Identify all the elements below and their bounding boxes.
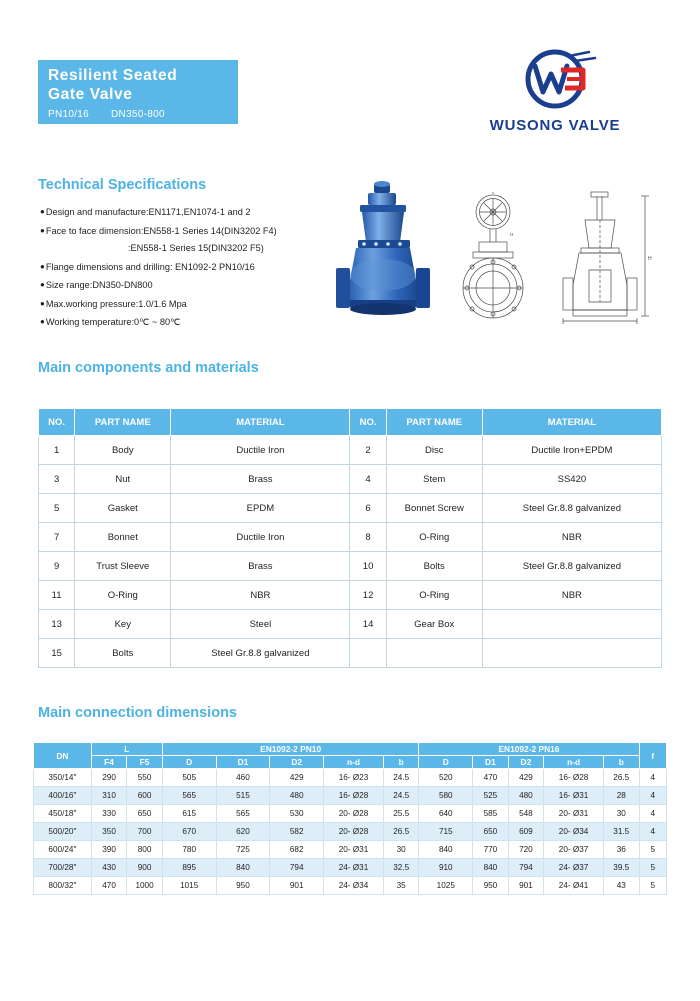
table-header-row-sub (34, 756, 667, 769)
cell-part: Gasket (75, 494, 171, 523)
cell-b-pn16: 28 (604, 787, 640, 805)
cell-d-pn16: 580 (419, 787, 473, 805)
col-header-b-pn10: b (383, 756, 419, 769)
spec-item (40, 276, 340, 295)
section-heading-dimensions: Main connection dimensions (38, 705, 237, 721)
cell-part: Body (75, 436, 171, 465)
cell-f4: 390 (91, 841, 127, 859)
cell-d-pn16: 715 (419, 823, 473, 841)
cell-b-pn16: 43 (604, 877, 640, 895)
cell-material-2: Steel Gr.8.8 galvanized (482, 494, 661, 523)
cell-d1-pn16: 650 (473, 823, 509, 841)
components-table (38, 408, 662, 668)
spec-item (40, 295, 340, 314)
cell-b-pn10: 35 (383, 877, 419, 895)
cell-material-2 (482, 639, 661, 668)
cell-d2-pn16: 720 (508, 841, 544, 859)
cell-nd-pn16: 24- Ø41 (544, 877, 604, 895)
cell-d1-pn16: 950 (473, 877, 509, 895)
cell-b-pn10: 24.5 (383, 787, 419, 805)
cell-f5: 1000 (127, 877, 163, 895)
table-row (34, 805, 667, 823)
table-row (34, 769, 667, 787)
cell-f5: 900 (127, 859, 163, 877)
spec-item (40, 313, 340, 332)
cell-d1-pn10: 620 (216, 823, 270, 841)
cell-dn: 800/32" (34, 877, 92, 895)
col-header-d2-pn10: D2 (270, 756, 324, 769)
cell-b-pn10: 32.5 (383, 859, 419, 877)
product-title-line2: Gate Valve (48, 86, 133, 103)
cell-f: 5 (639, 841, 667, 859)
cell-d2-pn16: 901 (508, 877, 544, 895)
table-row (39, 552, 662, 581)
bullet-icon: ● (40, 261, 45, 271)
cell-f5: 550 (127, 769, 163, 787)
spec-item (40, 222, 340, 241)
cell-part-2: O-Ring (386, 523, 482, 552)
cell-dn: 350/14" (34, 769, 92, 787)
col-header-pn10: EN1092-2 PN10 (162, 743, 419, 756)
section-heading-components: Main components and materials (38, 360, 259, 376)
cell-d-pn10: 670 (162, 823, 216, 841)
table-header-row-group (34, 743, 667, 756)
table-row (39, 639, 662, 668)
bullet-icon: ● (40, 207, 45, 216)
cell-nd-pn10: 20- Ø31 (324, 841, 384, 859)
cell-d1-pn10: 460 (216, 769, 270, 787)
company-logo (455, 48, 655, 134)
cell-f: 4 (639, 787, 667, 805)
cell-nd-pn10: 16- Ø23 (324, 769, 384, 787)
cell-d1-pn10: 725 (216, 841, 270, 859)
cell-dn: 700/28" (34, 859, 92, 877)
cell-d1-pn10: 950 (216, 877, 270, 895)
cell-f: 4 (639, 805, 667, 823)
cell-d-pn10: 895 (162, 859, 216, 877)
cell-dn: 400/16" (34, 787, 92, 805)
cell-dn: 500/20" (34, 823, 92, 841)
cell-part-2: Bonnet Screw (386, 494, 482, 523)
table-row (34, 877, 667, 895)
cell-d2-pn10: 530 (270, 805, 324, 823)
cell-no: 3 (39, 465, 75, 494)
cell-f: 5 (639, 877, 667, 895)
cell-material-2: Steel Gr.8.8 galvanized (482, 552, 661, 581)
col-header-d2-pn16: D2 (508, 756, 544, 769)
cell-material-2: SS420 (482, 465, 661, 494)
cell-part-2 (386, 639, 482, 668)
cell-d1-pn16: 470 (473, 769, 509, 787)
cell-dn: 600/24" (34, 841, 92, 859)
technical-drawing-front-view (443, 190, 543, 325)
cell-d2-pn16: 429 (508, 769, 544, 787)
cell-d2-pn10: 480 (270, 787, 324, 805)
spec-item (40, 240, 340, 258)
brand-name: WUSONG VALVE (489, 117, 621, 134)
cell-no-2: 10 (350, 552, 386, 581)
cell-material: Brass (171, 465, 350, 494)
cell-part: O-Ring (75, 581, 171, 610)
cell-f4: 430 (91, 859, 127, 877)
cell-material-2: NBR (482, 523, 661, 552)
cell-no-2 (350, 639, 386, 668)
cell-nd-pn16: 20- Ø31 (544, 805, 604, 823)
cell-nd-pn10: 20- Ø28 (324, 805, 384, 823)
cell-d-pn10: 505 (162, 769, 216, 787)
cell-f5: 600 (127, 787, 163, 805)
cell-b-pn16: 30 (604, 805, 640, 823)
col-header-f5: F5 (127, 756, 163, 769)
cell-d2-pn16: 609 (508, 823, 544, 841)
col-header-f: f (639, 743, 667, 769)
cell-material: NBR (171, 581, 350, 610)
spec-text: Design and manufacture:EN1171,EN1074-1 and 2 (45, 207, 251, 217)
product-title-block (38, 60, 238, 124)
size-range: DN350-800 (111, 109, 165, 120)
cell-d2-pn16: 548 (508, 805, 544, 823)
cell-part: Bolts (75, 639, 171, 668)
col-header-material-2: MATERIAL (482, 409, 661, 436)
cell-f5: 700 (127, 823, 163, 841)
cell-f: 5 (639, 859, 667, 877)
cell-d-pn10: 615 (162, 805, 216, 823)
cell-nd-pn10: 16- Ø28 (324, 787, 384, 805)
cell-f5: 800 (127, 841, 163, 859)
cell-d-pn16: 520 (419, 769, 473, 787)
table-row (39, 581, 662, 610)
table-row (39, 494, 662, 523)
table-row (39, 610, 662, 639)
cell-material-2: NBR (482, 581, 661, 610)
svg-text:H: H (510, 232, 514, 237)
cell-d-pn10: 780 (162, 841, 216, 859)
cell-d1-pn16: 525 (473, 787, 509, 805)
cell-material: Ductile Iron (171, 436, 350, 465)
cell-part-2: Bolts (386, 552, 482, 581)
cell-d2-pn10: 582 (270, 823, 324, 841)
table-row (39, 523, 662, 552)
cell-f4: 290 (91, 769, 127, 787)
cell-nd-pn10: 24- Ø34 (324, 877, 384, 895)
cell-d2-pn16: 794 (508, 859, 544, 877)
cell-nd-pn10: 20- Ø28 (324, 823, 384, 841)
cell-nd-pn16: 20- Ø37 (544, 841, 604, 859)
cell-nd-pn16: 16- Ø31 (544, 787, 604, 805)
cell-d2-pn10: 429 (270, 769, 324, 787)
cell-part: Key (75, 610, 171, 639)
cell-b-pn10: 25.5 (383, 805, 419, 823)
cell-f4: 330 (91, 805, 127, 823)
cell-b-pn10: 26.5 (383, 823, 419, 841)
cell-no: 15 (39, 639, 75, 668)
table-row (39, 465, 662, 494)
bullet-icon: ● (40, 225, 45, 235)
cell-no-2: 8 (350, 523, 386, 552)
technical-spec-list (40, 203, 340, 332)
cell-nd-pn10: 24- Ø31 (324, 859, 384, 877)
col-header-l: L (91, 743, 162, 756)
col-header-d-pn16: D (419, 756, 473, 769)
cell-b-pn16: 31.5 (604, 823, 640, 841)
cell-no: 13 (39, 610, 75, 639)
cell-no-2: 14 (350, 610, 386, 639)
cell-part: Bonnet (75, 523, 171, 552)
bullet-icon: ● (40, 298, 45, 308)
technical-drawing-section-view (545, 190, 655, 325)
col-header-d-pn10: D (162, 756, 216, 769)
cell-d2-pn16: 480 (508, 787, 544, 805)
spec-text: Face to face dimension:EN558-1 Series 14(DIN3202 F4) (45, 225, 277, 236)
cell-nd-pn16: 24- Ø37 (544, 859, 604, 877)
cell-part: Trust Sleeve (75, 552, 171, 581)
cell-d-pn16: 640 (419, 805, 473, 823)
cell-material: Ductile Iron (171, 523, 350, 552)
cell-dn: 450/18" (34, 805, 92, 823)
col-header-pn16: EN1092-2 PN16 (419, 743, 639, 756)
cell-material: EPDM (171, 494, 350, 523)
table-header-row (39, 409, 662, 436)
cell-part-2: Gear Box (386, 610, 482, 639)
cell-no: 1 (39, 436, 75, 465)
col-header-d1-pn16: D1 (473, 756, 509, 769)
cell-no: 7 (39, 523, 75, 552)
logo-mark-icon (507, 48, 603, 110)
spec-text: Size range:DN350-DN800 (45, 280, 153, 290)
col-header-no-2: NO. (350, 409, 386, 436)
cell-part-2: Stem (386, 465, 482, 494)
cell-no-2: 4 (350, 465, 386, 494)
pressure-rating: PN10/16 (48, 109, 90, 120)
table-row (34, 823, 667, 841)
cell-d-pn10: 565 (162, 787, 216, 805)
cell-material-2: Ductile Iron+EPDM (482, 436, 661, 465)
cell-material: Brass (171, 552, 350, 581)
product-subtitle (48, 109, 228, 120)
cell-d1-pn16: 585 (473, 805, 509, 823)
cell-f4: 350 (91, 823, 127, 841)
col-header-dn: DN (34, 743, 92, 769)
table-row (34, 859, 667, 877)
table-row (39, 436, 662, 465)
col-header-nd-pn10: n-d (324, 756, 384, 769)
spec-item (40, 258, 340, 277)
cell-no: 11 (39, 581, 75, 610)
cell-b-pn16: 36 (604, 841, 640, 859)
cell-b-pn10: 24.5 (383, 769, 419, 787)
spec-item (40, 203, 340, 222)
col-header-f4: F4 (91, 756, 127, 769)
cell-material-2 (482, 610, 661, 639)
col-header-d1-pn10: D1 (216, 756, 270, 769)
cell-part: Nut (75, 465, 171, 494)
cell-material: Steel (171, 610, 350, 639)
cell-d2-pn10: 794 (270, 859, 324, 877)
product-title-line1: Resilient Seated (48, 67, 178, 84)
cell-f: 4 (639, 769, 667, 787)
cell-d-pn16: 910 (419, 859, 473, 877)
col-header-part-name: PART NAME (75, 409, 171, 436)
cell-d-pn16: 1025 (419, 877, 473, 895)
svg-text:H: H (648, 256, 652, 262)
cell-material: Steel Gr.8.8 galvanized (171, 639, 350, 668)
cell-b-pn16: 26.5 (604, 769, 640, 787)
connection-dimensions-table (33, 742, 667, 895)
col-header-no: NO. (39, 409, 75, 436)
bullet-icon: ● (40, 280, 45, 289)
section-heading-technical: Technical Specifications (38, 177, 207, 193)
cell-part-2: Disc (386, 436, 482, 465)
spec-text: Flange dimensions and drilling: EN1092-2 PN10/16 (45, 261, 255, 272)
cell-d1-pn16: 840 (473, 859, 509, 877)
cell-f4: 470 (91, 877, 127, 895)
col-header-part-name-2: PART NAME (386, 409, 482, 436)
col-header-nd-pn16: n-d (544, 756, 604, 769)
col-header-b-pn16: b (604, 756, 640, 769)
cell-f4: 310 (91, 787, 127, 805)
table-row (34, 787, 667, 805)
cell-d1-pn10: 840 (216, 859, 270, 877)
col-header-material: MATERIAL (171, 409, 350, 436)
cell-d1-pn16: 770 (473, 841, 509, 859)
cell-f: 4 (639, 823, 667, 841)
cell-no: 5 (39, 494, 75, 523)
table-row (34, 841, 667, 859)
bullet-icon: ● (40, 317, 45, 326)
cell-d1-pn10: 515 (216, 787, 270, 805)
cell-b-pn10: 30 (383, 841, 419, 859)
cell-d2-pn10: 901 (270, 877, 324, 895)
cell-no-2: 2 (350, 436, 386, 465)
cell-f5: 650 (127, 805, 163, 823)
cell-nd-pn16: 20- Ø34 (544, 823, 604, 841)
cell-nd-pn16: 16- Ø28 (544, 769, 604, 787)
spec-text: Working temperature:0℃ ~ 80℃ (45, 317, 181, 327)
cell-d1-pn10: 565 (216, 805, 270, 823)
cell-d-pn10: 1015 (162, 877, 216, 895)
spec-text: :EN558-1 Series 15(DIN3202 F5) (128, 243, 264, 253)
cell-part-2: O-Ring (386, 581, 482, 610)
cell-d-pn16: 840 (419, 841, 473, 859)
cell-no: 9 (39, 552, 75, 581)
cell-d2-pn10: 682 (270, 841, 324, 859)
cell-b-pn16: 39.5 (604, 859, 640, 877)
cell-no-2: 6 (350, 494, 386, 523)
spec-text: Max.working pressure:1.0/1.6 Mpa (45, 298, 187, 309)
cell-no-2: 12 (350, 581, 386, 610)
valve-product-photo (330, 180, 440, 330)
